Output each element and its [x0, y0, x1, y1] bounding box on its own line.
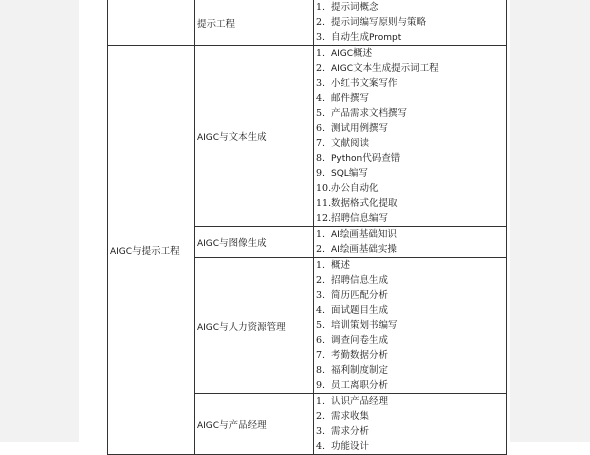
list-item-text: AIGC文本生成提示词工程: [331, 63, 439, 74]
list-item: [314, 166, 506, 181]
list-item-text: 认识产品经理: [331, 396, 389, 407]
list-item: [314, 151, 506, 166]
category-label: AIGC与提示工程: [110, 246, 180, 257]
list-item: [314, 394, 506, 409]
list-item-text: 需求收集: [331, 411, 370, 422]
list-item-text: 文献阅读: [331, 138, 370, 149]
list-item-number: 3.: [316, 290, 326, 301]
list-item-text: 培训策划书编写: [331, 320, 398, 331]
list-item: [314, 288, 506, 303]
list-item: [314, 15, 506, 30]
list-item-text: 员工离职分析: [331, 380, 389, 391]
list-item-number: 12.: [316, 213, 332, 224]
list-item-number: 5.: [316, 320, 326, 331]
list-item: [314, 211, 506, 226]
list-item-number: 8.: [316, 365, 326, 376]
list-item-text: 产品需求文档撰写: [331, 108, 408, 119]
list-item-number: 2.: [316, 411, 326, 422]
list-item-number: 2.: [316, 17, 326, 28]
right-margin: [510, 0, 590, 442]
subject-label: AIGC与文本生成: [197, 132, 267, 143]
list-item: [314, 318, 506, 333]
subject-label: AIGC与图像生成: [197, 238, 267, 249]
list-item: [314, 303, 506, 318]
topic-list-cell: [314, 394, 507, 455]
list-item-text: 自动生成Prompt: [331, 32, 402, 43]
list-item: [314, 348, 506, 363]
topic-list-cell: [314, 258, 507, 394]
list-item-text: 面试题目生成: [331, 305, 389, 316]
category-cell: [108, 0, 195, 46]
list-item: [314, 258, 506, 273]
list-item: [314, 273, 506, 288]
list-item: [314, 61, 506, 76]
list-item-text: 办公自动化: [331, 183, 379, 194]
topic-list: [314, 227, 506, 257]
list-item-text: AI绘画基础知识: [331, 229, 397, 240]
list-item-text: 提示词概念: [331, 2, 379, 13]
list-item-number: 8.: [316, 153, 326, 164]
category-cell: [108, 46, 195, 455]
list-item: [314, 242, 506, 257]
list-item-number: 1.: [316, 260, 326, 271]
list-item: [314, 409, 506, 424]
list-item-number: 3.: [316, 426, 326, 437]
subject-label: AIGC与人力资源管理: [197, 321, 286, 333]
table-row: [108, 46, 507, 227]
list-item-text: 考勤数据分析: [331, 350, 389, 361]
list-item: [314, 121, 506, 136]
list-item-number: 2.: [316, 244, 326, 255]
list-item: [314, 196, 506, 211]
list-item-text: SQL编写: [331, 168, 368, 179]
list-item-text: 招聘信息生成: [331, 275, 389, 286]
list-item-number: 10.: [316, 183, 332, 194]
topic-list-cell: [314, 46, 507, 227]
document-page: [79, 0, 510, 452]
list-item-number: 6.: [316, 123, 326, 134]
list-item-text: 招聘信息编写: [331, 213, 389, 224]
topic-list-cell: [314, 0, 507, 46]
topic-list: [314, 394, 506, 454]
list-item: [314, 181, 506, 196]
list-item-number: 1.: [316, 48, 326, 59]
curriculum-table: [107, 0, 507, 455]
list-item: [314, 424, 506, 439]
list-item-number: 11.: [316, 198, 332, 209]
list-item-text: 福利制度制定: [331, 365, 389, 376]
list-item-number: 3.: [316, 78, 326, 89]
subject-cell: [195, 258, 314, 394]
list-item-number: 9.: [316, 380, 326, 391]
list-item: [314, 439, 506, 454]
list-item-text: 提示词编写原则与策略: [331, 17, 427, 28]
list-item-number: 2.: [316, 275, 326, 286]
list-item-number: 4.: [316, 93, 326, 104]
topic-list: [314, 0, 506, 45]
list-item: [314, 30, 506, 45]
list-item: [314, 0, 506, 15]
list-item: [314, 227, 506, 242]
list-item: [314, 91, 506, 106]
list-item: [314, 46, 506, 61]
list-item-number: 5.: [316, 108, 326, 119]
list-item-text: 功能设计: [331, 441, 370, 452]
list-item-number: 7.: [316, 350, 326, 361]
list-item-text: 小红书文案写作: [331, 78, 398, 89]
list-item-number: 1.: [316, 2, 326, 13]
list-item-text: 测试用例撰写: [331, 123, 389, 134]
list-item-number: 4.: [316, 441, 326, 452]
list-item: [314, 106, 506, 121]
topic-list: [314, 258, 506, 393]
list-item-number: 1.: [316, 396, 326, 407]
list-item-number: 9.: [316, 168, 326, 179]
topic-list: [314, 46, 506, 226]
list-item-number: 4.: [316, 305, 326, 316]
list-item-number: 6.: [316, 335, 326, 346]
list-item-number: 7.: [316, 138, 326, 149]
subject-cell: [195, 394, 314, 455]
topic-list-cell: [314, 227, 507, 258]
list-item-text: 简历匹配分析: [331, 290, 389, 301]
subject-cell: [195, 227, 314, 258]
subject-cell: [195, 0, 314, 46]
list-item-number: 1.: [316, 229, 326, 240]
subject-cell: [195, 46, 314, 227]
list-item-text: 数据格式化提取: [331, 198, 398, 209]
list-item-text: 需求分析: [331, 426, 370, 437]
list-item-text: AI绘画基础实操: [331, 244, 397, 255]
list-item-text: 调查问卷生成: [331, 335, 389, 346]
list-item-text: 概述: [331, 260, 351, 271]
list-item: [314, 333, 506, 348]
list-item: [314, 378, 506, 393]
list-item-number: 2.: [316, 63, 326, 74]
subject-label: 提示工程: [197, 18, 236, 30]
list-item-text: Python代码查错: [331, 153, 401, 164]
list-item-text: 邮件撰写: [331, 93, 370, 104]
list-item: [314, 363, 506, 378]
table-row: [108, 0, 507, 46]
left-margin: [0, 0, 79, 442]
list-item-number: 3.: [316, 32, 326, 43]
list-item: [314, 76, 506, 91]
list-item-text: AIGC概述: [331, 48, 373, 59]
subject-label: AIGC与产品经理: [197, 420, 267, 431]
list-item: [314, 136, 506, 151]
